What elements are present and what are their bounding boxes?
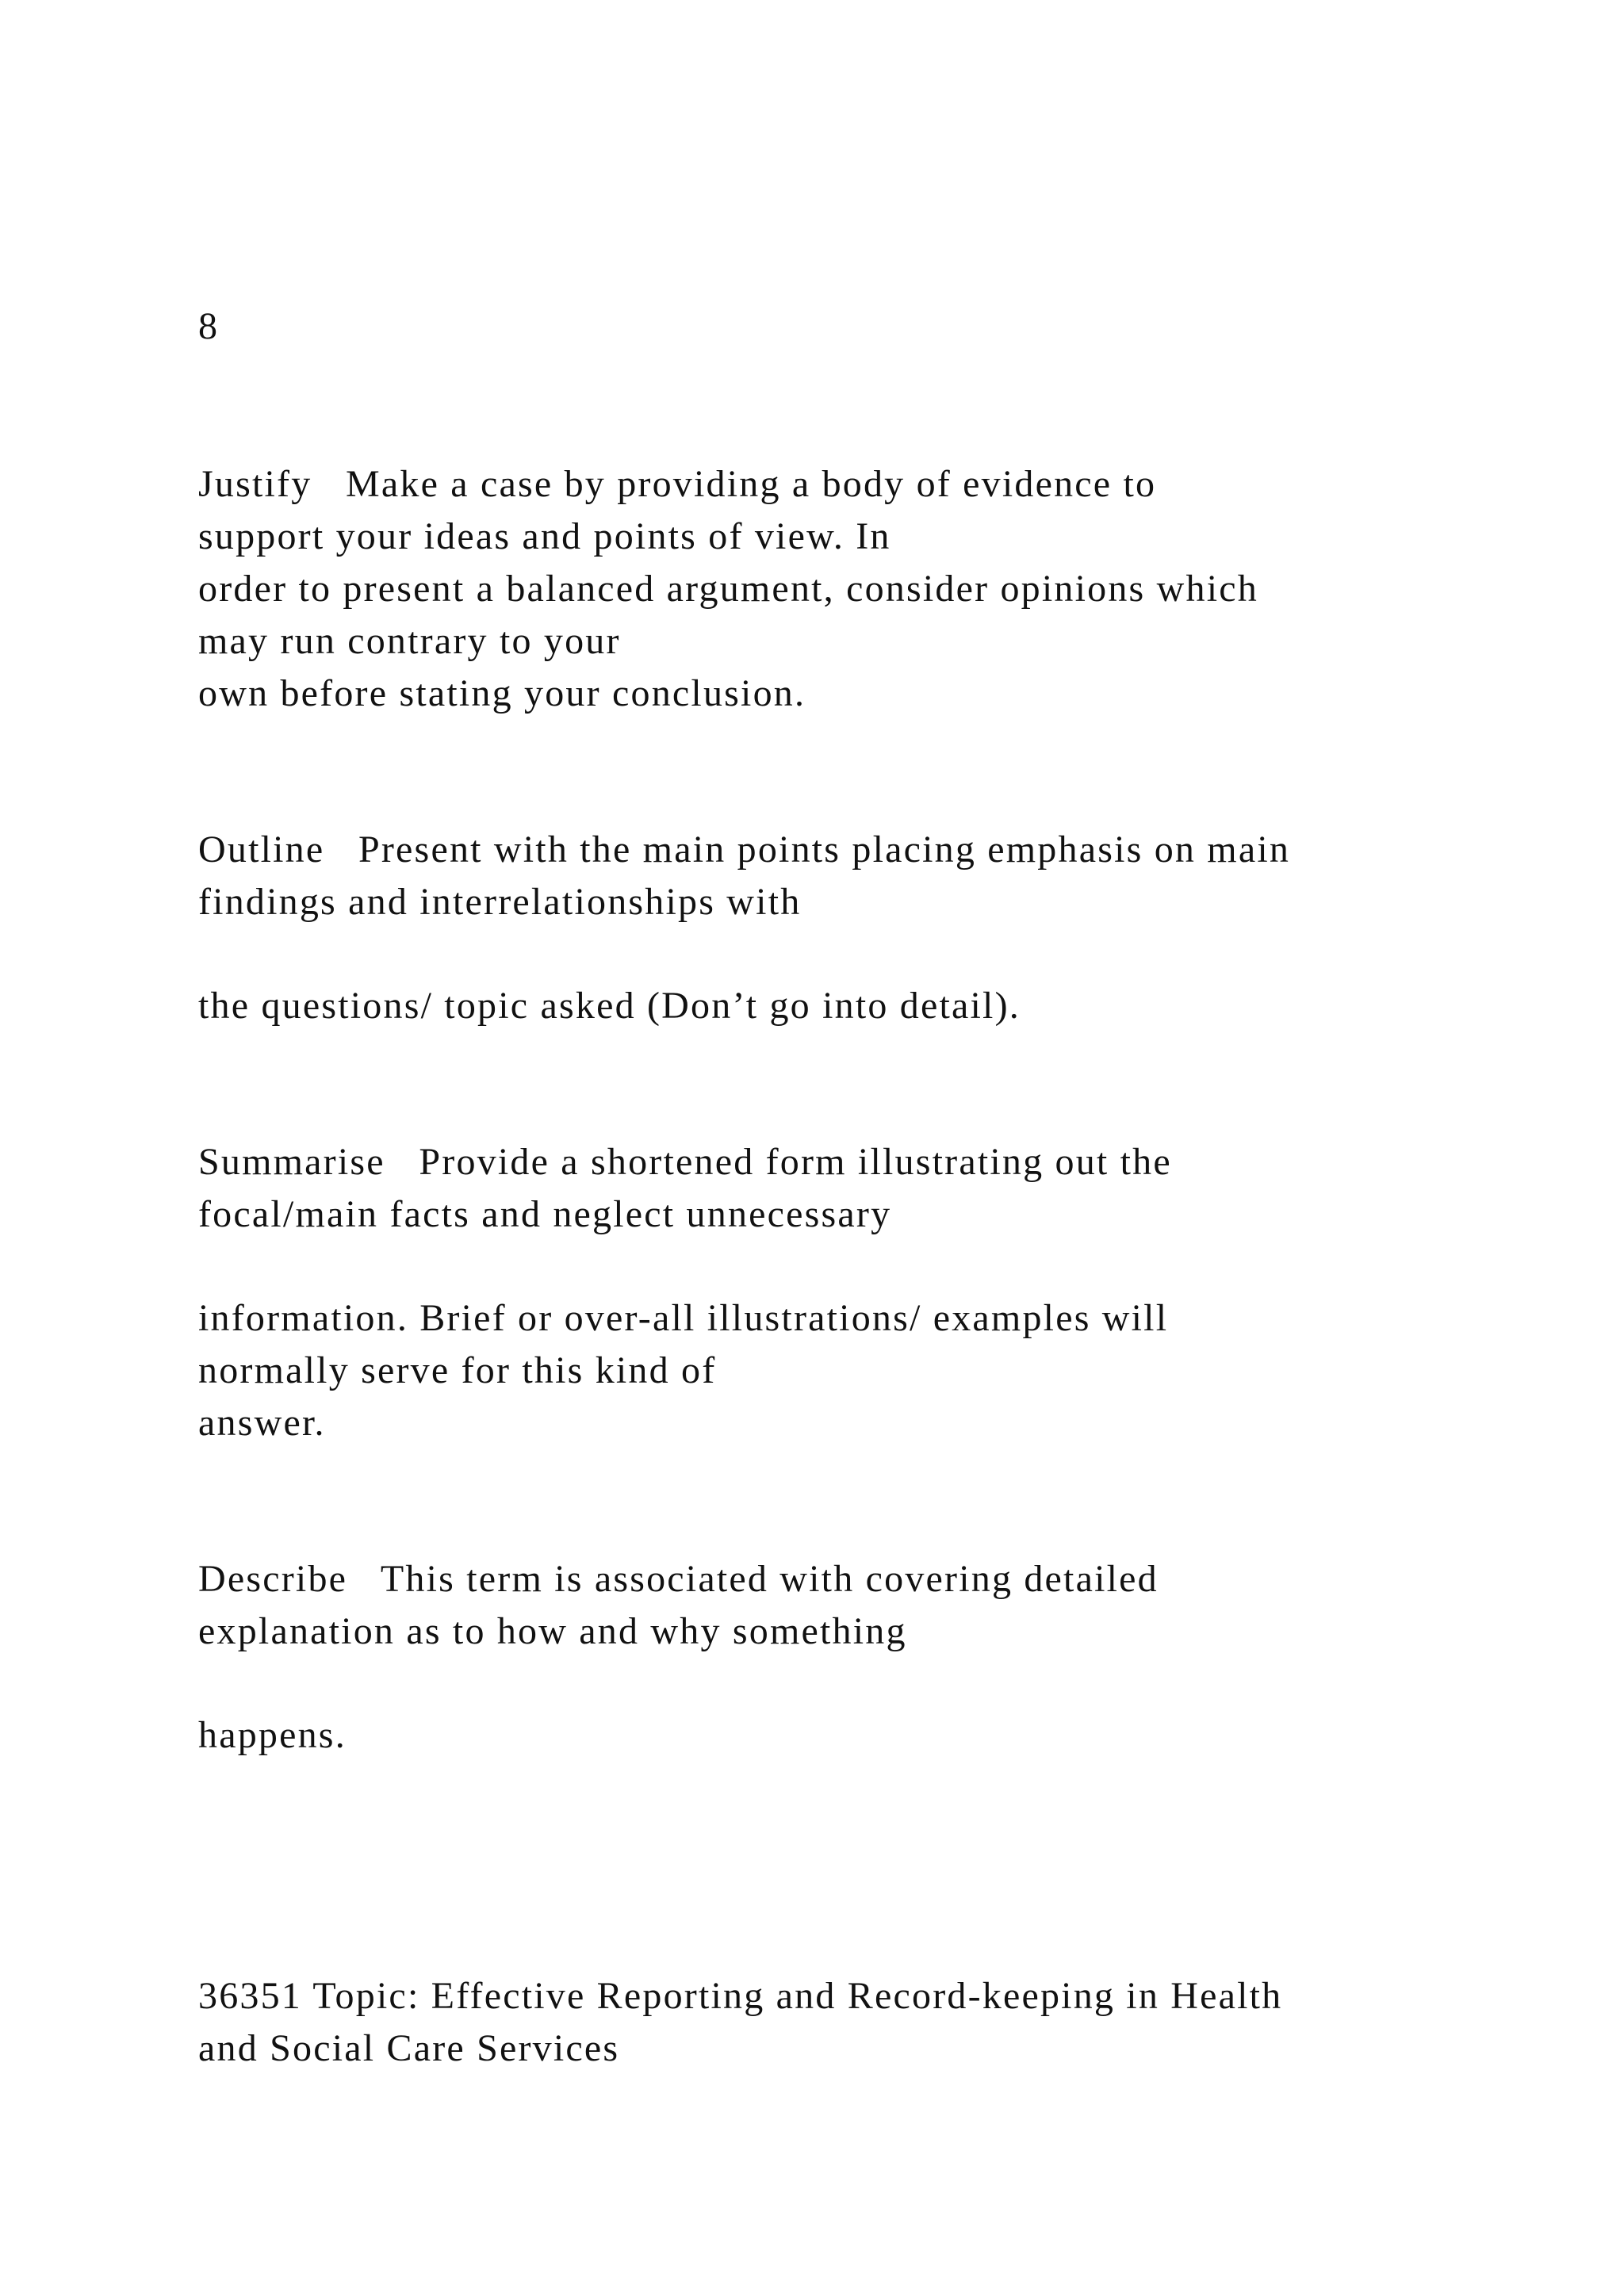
describe-line-3: happens. xyxy=(198,1714,347,1756)
summarise-line-3: information. Brief or over-all illustrations/ examples will xyxy=(198,1297,1169,1339)
justify-line-1: Justify Make a case by providing a body of evidence to xyxy=(198,463,1157,505)
justify-line-2: support your ideas and points of view. In xyxy=(198,515,891,557)
justify-line-3: order to present a balanced argument, consider opinions which xyxy=(198,568,1258,610)
justify-line-5: own before stating your conclusion. xyxy=(198,672,806,714)
summarise-line-2: focal/main facts and neglect unnecessary xyxy=(198,1193,892,1235)
summarise-line-1: Summarise Provide a shortened form illustrating out the xyxy=(198,1141,1172,1183)
outline-line-3: the questions/ topic asked (Don’t go into detail). xyxy=(198,985,1021,1027)
describe-line-2: explanation as to how and why something xyxy=(198,1610,907,1652)
summarise-line-4: normally serve for this kind of xyxy=(198,1349,717,1391)
topic-line-1: 36351 Topic: Effective Reporting and Record-keeping in Health xyxy=(198,1975,1283,2017)
outline-line-2: findings and interrelationships with xyxy=(198,881,802,923)
topic-line-2: and Social Care Services xyxy=(198,2027,620,2069)
summarise-line-5: answer. xyxy=(198,1402,326,1444)
describe-line-1: Describe This term is associated with covering detailed xyxy=(198,1558,1159,1600)
outline-line-1: Outline Present with the main points placing emphasis on main xyxy=(198,828,1291,871)
page-number: 8 xyxy=(198,305,220,347)
justify-line-4: may run contrary to your xyxy=(198,620,621,662)
